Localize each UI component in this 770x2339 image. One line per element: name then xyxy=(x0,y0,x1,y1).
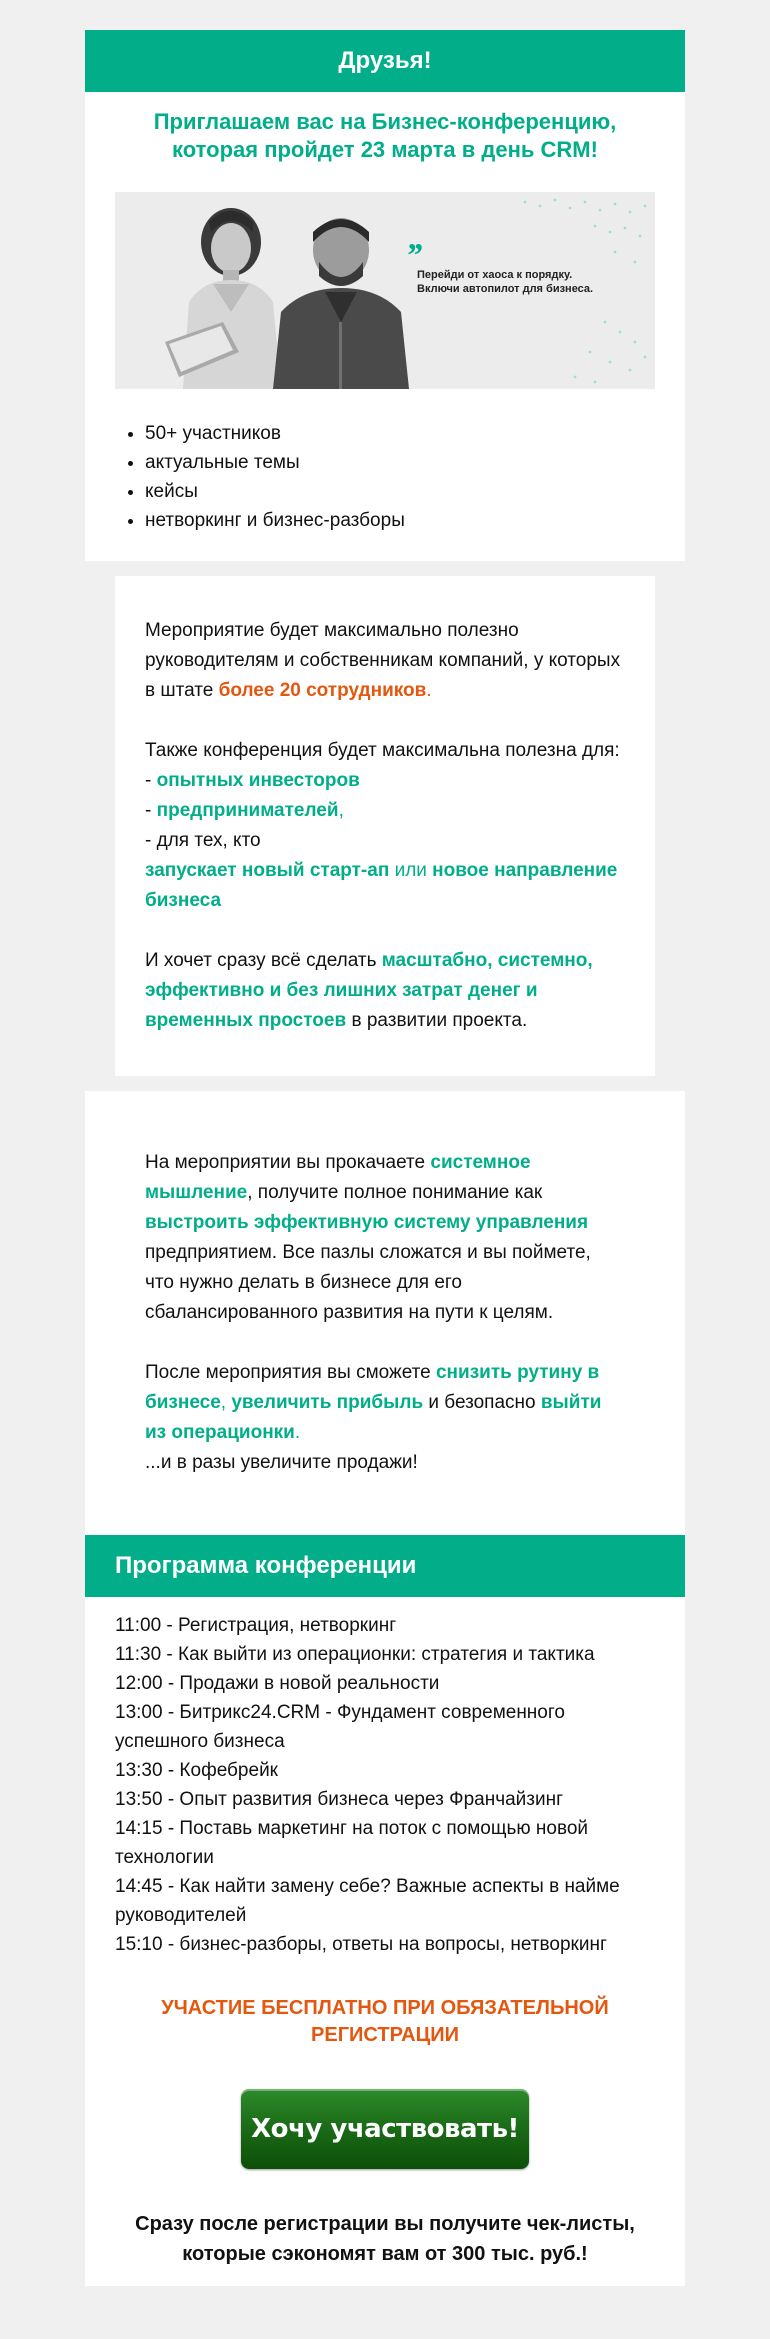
list-item: • актуальные темы xyxy=(145,448,685,477)
greeting-title: Друзья! xyxy=(338,47,432,74)
list-item: 15:10 - бизнес-разборы, ответы на вопросы, нетворкинг xyxy=(115,1934,607,1955)
feature-list xyxy=(85,389,685,561)
invite-text: Приглашаем вас на Бизнес-конференцию, которая пройдет 23 марта в день CRM! xyxy=(153,109,617,162)
audience-paragraph-2: Также конференция будет максимальна полезна для: - опытных инвесторов - предпринимателей, - для тех, кто запускает новый старт-ап или новое направление бизнеса xyxy=(145,740,620,911)
participate-button[interactable]: Хочу участвовать! xyxy=(241,2089,529,2169)
greeting-header xyxy=(85,30,685,92)
list-item: • кейсы xyxy=(145,477,685,506)
program-schedule xyxy=(85,1597,685,1959)
list-item: • нетворкинг и бизнес-разборы xyxy=(145,506,685,535)
list-item: 13:50 - Опыт развития бизнеса через Франчайзинг xyxy=(115,1789,564,1810)
list-item: • 50+ участников xyxy=(145,419,685,448)
intro-block xyxy=(85,30,685,561)
audience-card xyxy=(115,576,655,1076)
benefits-paragraph-2: После мероприятия вы сможете снизить рутину в бизнесе, увеличить прибыль и безопасно выйти из операционки. ...и в разы увеличите продажи! xyxy=(145,1362,602,1473)
list-item: 11:00 - Регистрация, нетворкинг xyxy=(115,1615,397,1636)
benefits-text xyxy=(85,1091,685,1535)
list-item: 14:15 - Поставь маркетинг на поток с помощью новой технологии xyxy=(115,1818,589,1868)
quote-mark: ,, xyxy=(408,220,421,257)
benefits-paragraph-1: На мероприятии вы прокачаете системное мышление, получите полное понимание как выстроить эффективную систему управления предприятием. Все пазлы сложатся и вы поймете, что нужно делать в бизнесе для его сбалансированного развития на пути к целям. xyxy=(145,1152,591,1323)
man-photo xyxy=(263,192,413,389)
audience-paragraph-3: И хочет сразу всё сделать масштабно, системно, эффективно и без лишних затрат денег и временных простоев в развитии проекта. xyxy=(145,950,593,1031)
promo-banner xyxy=(115,192,655,389)
program-header xyxy=(85,1535,685,1597)
audience-paragraph-1: Мероприятие будет максимально полезно руководителям и собственникам компаний, у которых в штате более 20 сотрудников. xyxy=(145,620,621,701)
checklist-note: Сразу после регистрации вы получите чек-листы, которые сэкономят вам от 300 тыс. руб.! xyxy=(135,2213,635,2265)
list-item: 12:00 - Продажи в новой реальности xyxy=(115,1673,440,1694)
program-title: Программа конференции xyxy=(115,1552,417,1579)
list-item: 13:30 - Кофебрейк xyxy=(115,1760,278,1781)
free-registration-note: УЧАСТИЕ БЕСПЛАТНО ПРИ ОБЯЗАТЕЛЬНОЙ РЕГИСТРАЦИИ xyxy=(161,1997,609,2046)
benefits-program-block xyxy=(85,1091,685,2286)
banner-tagline: Перейди от хаоса к порядку. Включи автопилот для бизнеса. xyxy=(417,269,594,295)
list-item: 13:00 - Битрикс24.CRM - Фундамент современного успешного бизнеса xyxy=(115,1702,565,1752)
email-container xyxy=(85,0,685,2286)
list-item: 14:45 - Как найти замену себе? Важные аспекты в найме руководителей xyxy=(115,1876,620,1926)
list-item: 11:30 - Как выйти из операционки: стратегия и тактика xyxy=(115,1644,595,1665)
